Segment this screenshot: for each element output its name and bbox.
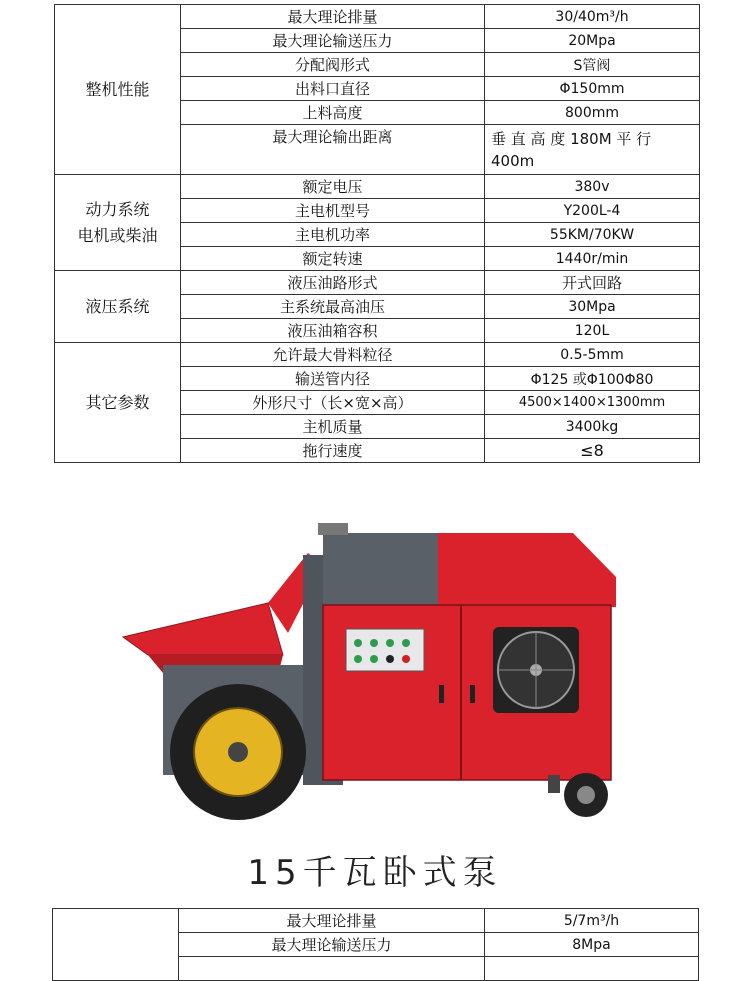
param-label	[179, 957, 485, 981]
param-label: 最大理论排量	[181, 5, 485, 29]
param-label: 最大理论输送压力	[179, 933, 485, 957]
param-value: 开式回路	[485, 271, 700, 295]
group-label: 动力系统 电机或柴油	[55, 175, 181, 271]
param-label: 拖行速度	[181, 439, 485, 463]
param-value: 0.5-5mm	[485, 343, 700, 367]
param-label: 输送管内径	[181, 367, 485, 391]
group-label: 液压系统	[55, 271, 181, 343]
pump-photo	[118, 515, 623, 825]
param-label: 额定电压	[181, 175, 485, 199]
param-label: 允许最大骨料粒径	[181, 343, 485, 367]
param-value: 3400kg	[485, 415, 700, 439]
spec-table-15kw	[52, 908, 699, 981]
param-label: 最大理论输出距离	[181, 125, 485, 175]
group-label: 整机性能	[55, 5, 181, 175]
param-value: 8Mpa	[485, 933, 699, 957]
param-value: Φ125 或Φ100Φ80	[485, 367, 700, 391]
param-label: 液压油路形式	[181, 271, 485, 295]
param-value: 1440r/min	[485, 247, 700, 271]
param-value: 380v	[485, 175, 700, 199]
param-label: 主机质量	[181, 415, 485, 439]
param-value: 800mm	[485, 101, 700, 125]
spec-table-30-40	[54, 4, 700, 463]
param-value: 垂 直 高 度 180M 平 行 400m	[485, 125, 700, 175]
param-label: 主电机功率	[181, 223, 485, 247]
param-label: 最大理论排量	[179, 909, 485, 933]
param-value: 5/7m³/h	[485, 909, 699, 933]
param-label: 主系统最高油压	[181, 295, 485, 319]
param-label: 出料口直径	[181, 77, 485, 101]
param-label: 分配阀形式	[181, 53, 485, 77]
param-value: S管阀	[485, 53, 700, 77]
param-value: 55KM/70KW	[485, 223, 700, 247]
param-value: Φ150mm	[485, 77, 700, 101]
param-value: 4500×1400×1300mm	[485, 391, 700, 415]
param-label: 额定转速	[181, 247, 485, 271]
param-value: 30Mpa	[485, 295, 700, 319]
param-value	[485, 957, 699, 981]
param-value: ≤8	[485, 439, 700, 463]
param-value: 30/40m³/h	[485, 5, 700, 29]
param-label: 主电机型号	[181, 199, 485, 223]
param-label: 上料高度	[181, 101, 485, 125]
group-label	[53, 909, 179, 981]
param-value: 20Mpa	[485, 29, 700, 53]
param-label: 外形尺寸（长×宽×高）	[181, 391, 485, 415]
param-label: 液压油箱容积	[181, 319, 485, 343]
param-value: Y200L-4	[485, 199, 700, 223]
group-label: 其它参数	[55, 343, 181, 463]
param-value: 120L	[485, 319, 700, 343]
product-caption: 15千瓦卧式泵	[247, 853, 503, 893]
param-label: 最大理论输送压力	[181, 29, 485, 53]
